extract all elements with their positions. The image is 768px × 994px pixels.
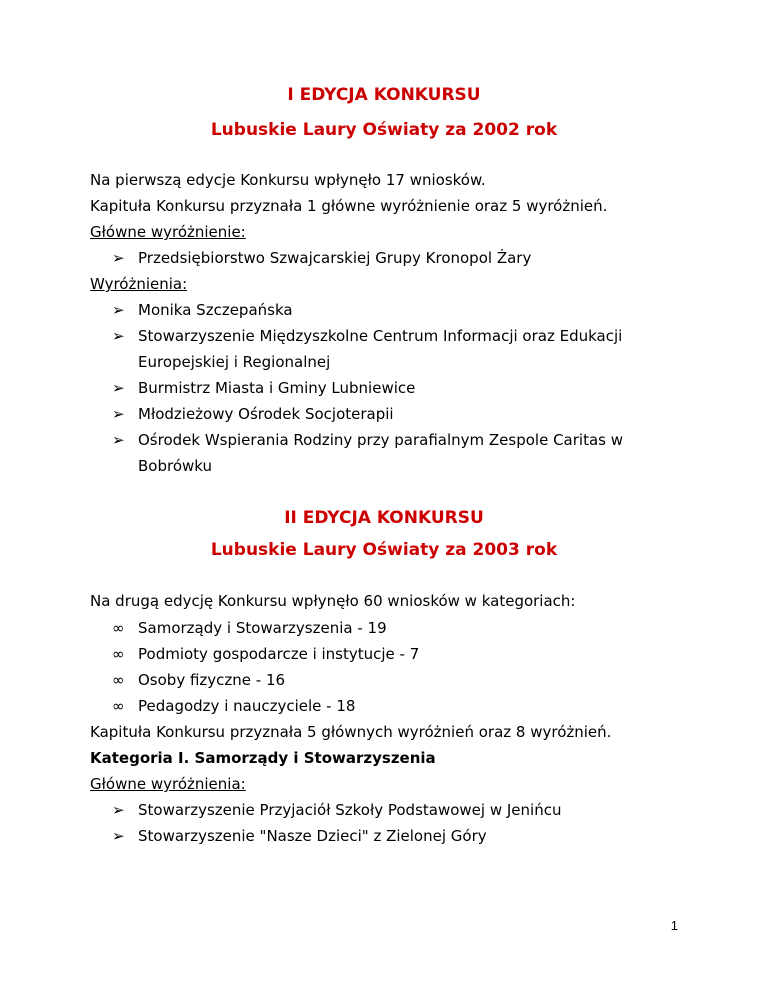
edition-2-heading: II EDYCJA KONKURSU [284, 508, 484, 528]
list-item: ➢ Monika Szczepańska [112, 301, 293, 319]
edition-1-main-label: Główne wyróżnienie: [90, 223, 246, 241]
list-item: ∞ Pedagodzy i nauczyciele - 18 [112, 697, 356, 715]
list-item: ∞ Podmioty gospodarcze i instytucje - 7 [112, 645, 420, 663]
list-item: ➢ Ośrodek Wspierania Rodziny przy parafialnym Zespole Caritas w [112, 431, 623, 449]
list-item: ∞ Samorządy i Stowarzyszenia - 19 [112, 619, 387, 637]
infinity-bullet-icon: ∞ [112, 697, 125, 715]
list-item: ➢ Burmistrz Miasta i Gminy Lubniewice [112, 379, 416, 397]
list-item-continuation: Europejskiej i Regionalnej [138, 353, 331, 371]
edition-1-heading: I EDYCJA KONKURSU [287, 85, 481, 105]
arrow-bullet-icon: ➢ [112, 379, 125, 397]
list-item: ∞ Osoby fizyczne - 16 [112, 671, 286, 689]
category-1-title: Kategoria I. Samorządy i Stowarzyszenia [90, 749, 436, 767]
edition-1-subheading: Lubuskie Laury Oświaty za 2002 rok [210, 120, 558, 140]
infinity-bullet-icon: ∞ [112, 671, 125, 689]
list-item-continuation: Bobrówku [138, 457, 213, 475]
edition-2-subheading: Lubuskie Laury Oświaty za 2003 rok [210, 540, 558, 560]
arrow-bullet-icon: ➢ [112, 405, 125, 423]
arrow-bullet-icon: ➢ [112, 827, 125, 845]
infinity-bullet-icon: ∞ [112, 619, 125, 637]
infinity-bullet-icon: ∞ [112, 645, 125, 663]
arrow-bullet-icon: ➢ [112, 301, 125, 319]
edition-2-intro: Na drugą edycję Konkursu wpłynęło 60 wniosków w kategoriach: [90, 592, 576, 610]
edition-2-main-label: Główne wyróżnienia: [90, 775, 246, 793]
edition-2-awards: Kapituła Konkursu przyznała 5 głównych wyróżnień oraz 8 wyróżnień. [90, 723, 612, 741]
edition-1-intro: Na pierwszą edycje Konkursu wpłynęło 17 wniosków. [90, 171, 486, 189]
arrow-bullet-icon: ➢ [112, 249, 125, 267]
list-item: ➢ Stowarzyszenie Przyjaciół Szkoły Podstawowej w Jenińcu [112, 801, 562, 819]
list-item: ➢ Młodzieżowy Ośrodek Socjoterapii [112, 405, 394, 423]
page-number: 1 [670, 918, 678, 933]
list-item: ➢ Stowarzyszenie "Nasze Dzieci" z Zielonej Góry [112, 827, 487, 845]
arrow-bullet-icon: ➢ [112, 431, 125, 449]
arrow-bullet-icon: ➢ [112, 801, 125, 819]
list-item: ➢ Przedsiębiorstwo Szwajcarskiej Grupy Kronopol Żary [112, 249, 532, 267]
edition-1-awards: Kapituła Konkursu przyznała 1 główne wyróżnienie oraz 5 wyróżnień. [90, 197, 608, 215]
edition-1-distinctions-label: Wyróżnienia: [90, 275, 188, 293]
list-item: ➢ Stowarzyszenie Międzyszkolne Centrum Informacji oraz Edukacji [112, 327, 623, 345]
arrow-bullet-icon: ➢ [112, 327, 125, 345]
